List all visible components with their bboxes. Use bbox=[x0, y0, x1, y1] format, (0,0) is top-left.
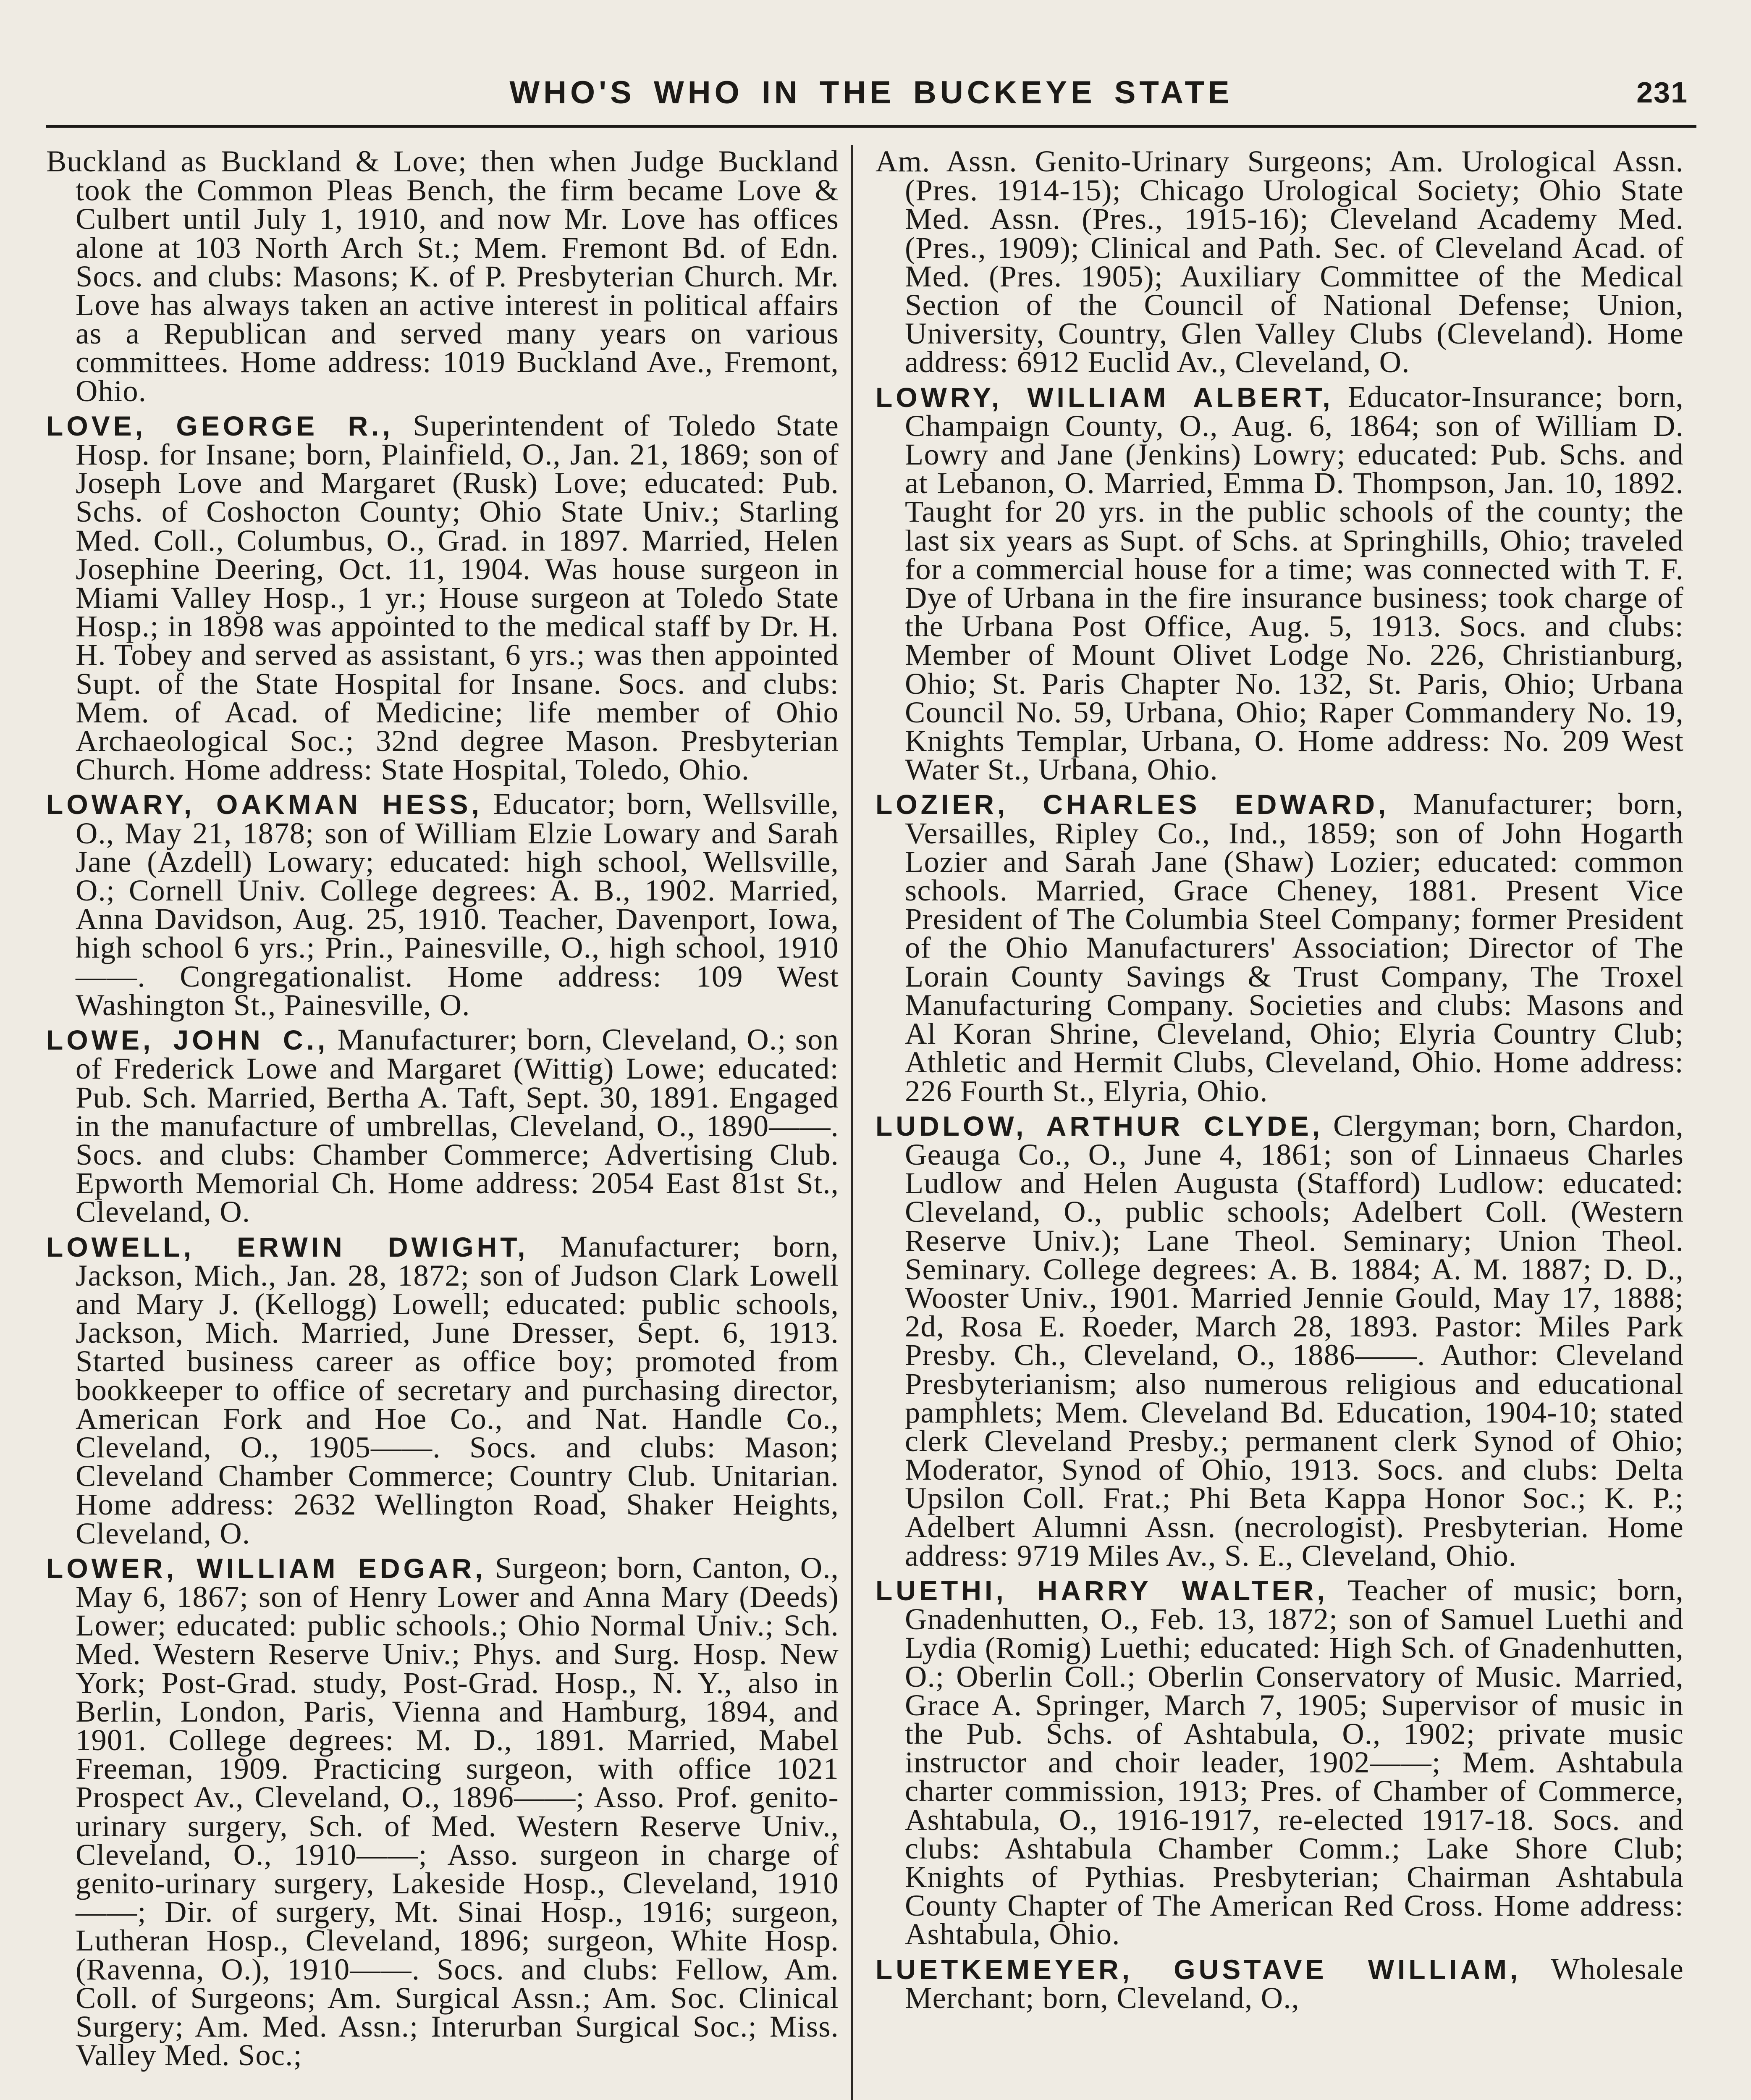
entry-luethi-harry bbox=[876, 1572, 1684, 1951]
entry-name: LOWARY, OAKMAN HESS, bbox=[46, 789, 482, 820]
entry-continuation: Am. Assn. Genito-Urinary Surgeons; Am. Urological Assn. (Pres. 1914-15); Chicago Urological Society; Ohio State Med. Assn. (Pres., 1915-16); Cleveland Academy Med. (Pres., 1909); Clinical and Path. Sec. of Cleveland Acad. of Med. (Pres. 1905); Auxiliary Committee of the Medical Section of the Council of National Defense; Union, University, Country, Glen Valley Clubs (Cleveland). Home address: 6912 Euclid Av., Cleveland, O. bbox=[876, 147, 1684, 379]
entry-name: LOWE, JOHN C., bbox=[46, 1024, 329, 1056]
entry-lozier-charles bbox=[876, 787, 1684, 1108]
entry-text: Clergyman; born, Chardon, Geauga Co., O., June 4, 1861; son of Linnaeus Charles Ludlow and Helen Augusta (Stafford) Ludlow: educated: Cleveland, O., public schools; Adelbert Coll. (Western Reserve Univ.); Lane Theol. Seminary; Union Theol. Seminary. College degrees: A. B. 1884; A. M. 1887; D. D., Wooster Univ., 1901. Married Jennie Gould, May 17, 1888; 2d, Rosa E. Roeder, March 28, 1893. Pastor: Miles Park Presby. Ch., Cleveland, O., 1886——. Author: Cleveland Presbyterianism; also numerous religious and educational pamphlets; Mem. Cleveland Bd. Education, 1904-10; stated clerk Cleveland Presby.; permanent clerk Synod of Ohio; Moderator, Synod of Ohio, 1913. Socs. and clubs: Delta Upsilon Coll. Frat.; Phi Beta Kappa Honor Soc.; K. P.; Adelbert Alumni Assn. (necrologist). Presbyterian. Home address: 9719 Miles Av., S. E., Cleveland, Ohio. bbox=[905, 1108, 1684, 1572]
entry-lowell-erwin bbox=[46, 1229, 839, 1550]
entry-name: LOVE, GEORGE R., bbox=[46, 410, 393, 441]
running-header bbox=[46, 63, 1696, 122]
entry-text: Educator; born, Wellsville, O., May 21, 1878; son of William Elzie Lowary and Sarah Jane (Azdell) Lowary; educated: high school, Wellsville, O.; Cornell Univ. College degrees: A. B., 1902. Married, Anna Davidson, Aug. 25, 1910. Teacher, Davenport, Iowa, high school 6 yrs.; Prin., Painesville, O., high school, 1910——. Congregationalist. Home address: 109 West Washington St., Painesville, O. bbox=[76, 787, 839, 1022]
entry-text: Educator-Insurance; born, Champaign County, O., Aug. 6, 1864; son of William D. Lowry and Jane (Jenkins) Lowry; educated: Pub. Schs. and at Lebanon, O. Married, Emma D. Thompson, Jan. 10, 1892. Taught for 20 yrs. in the public schools of the county; the last six years as Supt. of Schs. at Springhills, Ohio; traveled for a commercial house for a time; was connected with T. F. Dye of Urbana in the fire insurance business; took charge of the Urbana Post Office, Aug. 5, 1913. Socs. and clubs: Member of Mount Olivet Lodge No. 226, Christianburg, Ohio; St. Paris Chapter No. 132, St. Paris, Ohio; Urbana Council No. 59, Urbana, Ohio; Raper Commandery No. 19, Knights Templar, Urbana, O. Home address: No. 209 West Water St., Urbana, Ohio. bbox=[905, 379, 1684, 787]
entry-text: Wholesale Merchant; born, Cleveland, O., bbox=[905, 1951, 1684, 2015]
entry-ludlow-arthur bbox=[876, 1108, 1684, 1572]
entry-text: Superintendent of Toledo State Hosp. for Insane; born, Plainfield, O., Jan. 21, 1869; son of Joseph Love and Margaret (Rusk) Love; educated: Pub. Schs. of Coshocton County; Ohio State Univ.; Starling Med. Coll., Columbus, O., Grad. in 1897. Married, Helen Josephine Deering, Oct. 11, 1904. Was house surgeon in Miami Valley Hosp., 1 yr.; House surgeon at Toledo State Hosp.; in 1898 was appointed to the medical staff by Dr. H. H. Tobey and served as assistant, 6 yrs.; was then appointed Supt. of the State Hospital for Insane. Socs. and clubs: Mem. of Acad. of Medicine; life member of Ohio Archaeological Soc.; 32nd degree Mason. Presbyterian Church. Home address: State Hospital, Toledo, Ohio. bbox=[76, 408, 839, 787]
entry-lower-william bbox=[46, 1550, 839, 2072]
left-column bbox=[46, 147, 839, 2100]
entry-lowe-john bbox=[46, 1022, 839, 1229]
entry-text: Manufacturer; born, Jackson, Mich., Jan. 28, 1872; son of Judson Clark Lowell and Mary J. (Kellogg) Lowell; educated: public schools, Jackson, Mich. Married, June Dresser, Sept. 6, 1913. Started business career as office boy; promoted from bookkeeper to office of secretary and purchasing director, American Fork and Hoe Co., and Nat. Handle Co., Cleveland, O., 1905——. Socs. and clubs: Mason; Cleveland Chamber Commerce; Country Club. Unitarian. Home address: 2632 Wellington Road, Shaker Heights, Cleveland, O. bbox=[76, 1229, 839, 1550]
entry-text: Teacher of music; born, Gnadenhutten, O., Feb. 13, 1872; son of Samuel Luethi and Lydia (Romig) Luethi; educated: High Sch. of Gnadenhutten, O.; Oberlin Coll.; Oberlin Conservatory of Music. Married, Grace A. Springer, March 7, 1905; Supervisor of music in the Pub. Schs. of Ashtabula, O., 1902; private music instructor and choir leader, 1902——; Mem. Ashtabula charter commission, 1913; Pres. of Chamber of Commerce, Ashtabula, O., 1916-1917, re-elected 1917-18. Socs. and clubs: Ashtabula Chamber Comm.; Lake Shore Club; Knights of Pythias. Presbyterian; Chairman Ashtabula County Chapter of The American Red Cross. Home address: Ashtabula, Ohio. bbox=[905, 1572, 1684, 1951]
right-column bbox=[876, 147, 1684, 2100]
column-divider bbox=[851, 145, 853, 2100]
entry-continuation: Buckland as Buckland & Love; then when Judge Buckland took the Common Pleas Bench, the firm became Love & Culbert until July 1, 1910, and now Mr. Love has offices alone at 103 North Arch St.; Mem. Fremont Bd. of Edn. Socs. and clubs: Masons; K. of P. Presbyterian Church. Mr. Love has always taken an active interest in political affairs as a Republican and served many years on various committees. Home address: 1019 Buckland Ave., Fremont, Ohio. bbox=[46, 147, 839, 408]
entry-text: Surgeon; born, Canton, O., May 6, 1867; son of Henry Lower and Anna Mary (Deeds) Lower; educated: public schools.; Ohio Normal Univ.; Sch. Med. Western Reserve Univ.; Phys. and Surg. Hosp. New York; Post-Grad. study, Post-Grad. Hosp., N. Y., also in Berlin, London, Paris, Vienna and Hamburg, 1894, and 1901. College degrees: M. D., 1891. Married, Mabel Freeman, 1909. Practicing surgeon, with office 1021 Prospect Av., Cleveland, O., 1896——; Asso. Prof. genito-urinary surgery, Sch. of Med. Western Reserve Univ., Cleveland, O., 1910——; Asso. surgeon in charge of genito-urinary surgery, Lakeside Hosp., Cleveland, 1910——; Dir. of surgery, Mt. Sinai Hosp., 1916; surgeon, Lutheran Hosp., Cleveland, 1896; surgeon, White Hosp. (Ravenna, O.), 1910——. Socs. and clubs: Fellow, Am. Coll. of Surgeons; Am. Surgical Assn.; Am. Soc. Clinical Surgery; Am. Med. Assn.; Interurban Surgical Soc.; Miss. Valley Med. Soc.; bbox=[76, 1550, 839, 2072]
entry-name: LUDLOW, ARTHUR CLYDE, bbox=[876, 1110, 1324, 1142]
entry-text: Manufacturer; born, Cleveland, O.; son of Frederick Lowe and Margaret (Wittig) Lowe; educated: Pub. Sch. Married, Bertha A. Taft, Sept. 30, 1891. Engaged in the manufacture of umbrellas, Cleveland, O., 1890——. Socs. and clubs: Chamber Commerce; Advertising Club. Epworth Memorial Ch. Home address: 2054 East 81st St., Cleveland, O. bbox=[76, 1022, 839, 1229]
entry-text: Manufacturer; born, Versailles, Ripley Co., Ind., 1859; son of John Hogarth Lozier and Sarah Jane (Shaw) Lozier; educated: common schools. Married, Grace Cheney, 1881. Present Vice President of The Columbia Steel Company; former President of the Ohio Manufacturers' Association; Director of The Lorain County Savings & Trust Company, The Troxel Manufacturing Company. Societies and clubs: Masons and Al Koran Shrine, Cleveland, Ohio; Elyria Country Club; Athletic and Hermit Clubs, Cleveland, Ohio. Home address: 226 Fourth St., Elyria, Ohio. bbox=[905, 787, 1684, 1108]
header-rule bbox=[46, 125, 1696, 128]
entry-name: LOWER, WILLIAM EDGAR, bbox=[46, 1552, 486, 1584]
entry-name: LOZIER, CHARLES EDWARD, bbox=[876, 789, 1389, 820]
running-title: WHO'S WHO IN THE BUCKEYE STATE bbox=[509, 74, 1233, 110]
entry-name: LUETKEMEYER, GUSTAVE WILLIAM, bbox=[876, 1953, 1521, 1985]
entry-lowry-william bbox=[876, 379, 1684, 787]
page-number: 231 bbox=[1636, 76, 1688, 109]
entry-lowary-oakman bbox=[46, 787, 839, 1022]
entry-name: LOWRY, WILLIAM ALBERT, bbox=[876, 381, 1334, 413]
entry-love-george bbox=[46, 408, 839, 787]
entry-name: LUETHI, HARRY WALTER, bbox=[876, 1575, 1328, 1606]
entry-luetkemeyer-gustave bbox=[876, 1951, 1684, 2015]
entry-name: LOWELL, ERWIN DWIGHT, bbox=[46, 1231, 529, 1263]
